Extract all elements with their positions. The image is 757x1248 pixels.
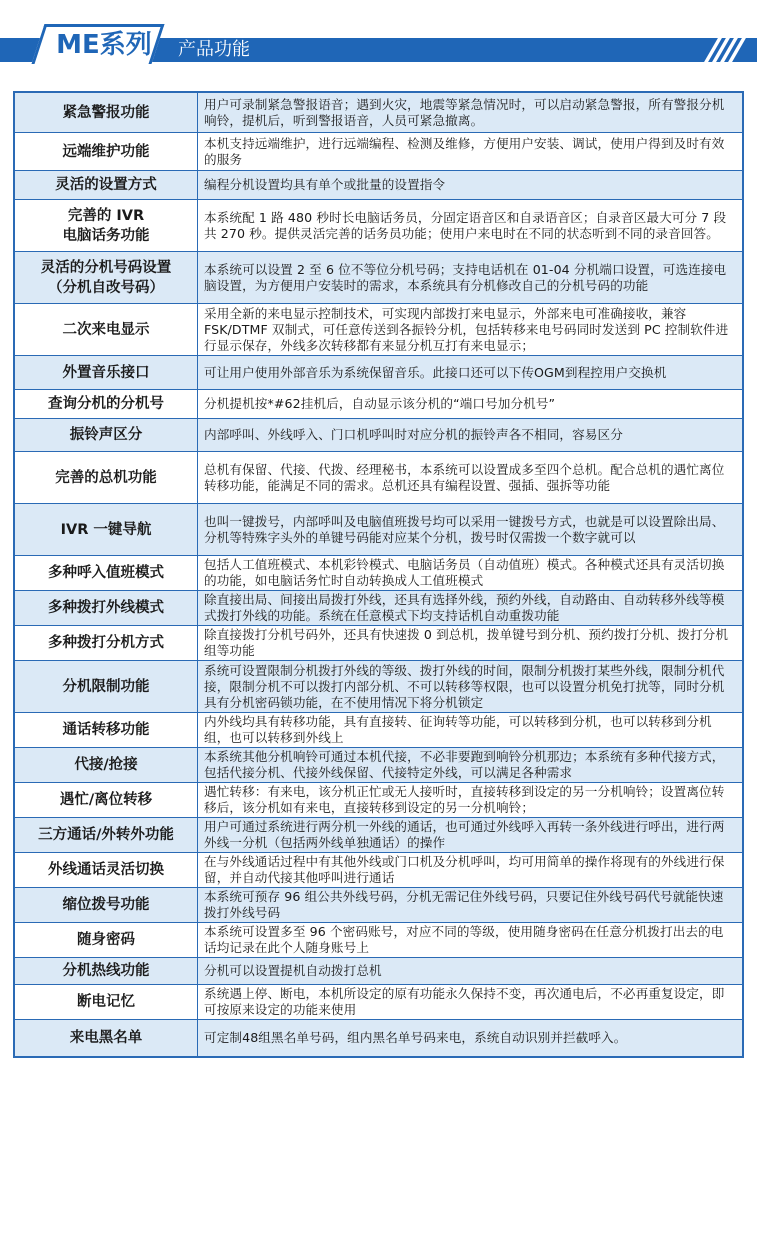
feature-row (15, 200, 743, 252)
feature-name: 外置音乐接口 (15, 356, 198, 390)
feature-row (15, 661, 743, 713)
feature-row (15, 626, 743, 661)
feature-row (15, 591, 743, 626)
feature-description: 系统遇上停、断电，本机所设定的原有功能永久保持不变，再次通电后，不必再重复设定，即可按原来设定的功能来使用 (198, 985, 743, 1020)
feature-table-body (15, 93, 743, 1057)
feature-description: 内部呼叫、外线呼入、门口机呼叫时对应分机的振铃声各不相同，容易区分 (198, 419, 743, 452)
feature-row (15, 419, 743, 452)
feature-description: 本系统可设置多至 96 个密码账号，对应不同的等级，使用随身密码在任意分机拨打出去的电话均记录在此个人随身账号上 (198, 923, 743, 958)
feature-row (15, 1020, 743, 1057)
feature-name: 二次来电显示 (15, 304, 198, 356)
feature-name: 随身密码 (15, 923, 198, 958)
feature-name: 完善的 IVR 电脑话务功能 (15, 200, 198, 252)
feature-name: 灵活的分机号码设置 （分机自改号码） (15, 252, 198, 304)
feature-description: 也叫一键拨号，内部呼叫及电脑值班拨号均可以采用一键拨号方式，也就是可以设置除出局、分机等特殊字头外的单键号码能对应某个分机，拨号时仅需拨一个数字就可以 (198, 504, 743, 556)
feature-row (15, 783, 743, 818)
feature-name: 代接/抢接 (15, 748, 198, 783)
feature-table (13, 91, 744, 1058)
feature-row (15, 888, 743, 923)
feature-row (15, 252, 743, 304)
feature-description: 本机支持远端维护，进行远端编程、检测及维修，方便用户安装、调试，使用户得到及时有效的服务 (198, 133, 743, 171)
feature-name: 灵活的设置方式 (15, 171, 198, 200)
feature-description: 本系统可预存 96 组公共外线号码，分机无需记住外线号码，只要记住外线号码代号就能快速拨打外线号码 (198, 888, 743, 923)
feature-description: 内外线均具有转移功能，具有直接转、征询转等功能，可以转移到分机，也可以转移到分机组，也可以转移到外线上 (198, 713, 743, 748)
feature-name: 来电黑名单 (15, 1020, 198, 1057)
feature-row (15, 504, 743, 556)
feature-description: 用户可通过系统进行两分机一外线的通话，也可通过外线呼入再转一条外线进行呼出，进行两外线一分机（包括两外线单独通话）的操作 (198, 818, 743, 853)
feature-description: 可定制48组黑名单号码，组内黑名单号码来电，系统自动识别并拦截呼入。 (198, 1020, 743, 1057)
feature-description: 总机有保留、代接、代拨、经理秘书，本系统可以设置成多至四个总机。配合总机的遇忙离位转移功能，能满足不同的需求。总机还具有编程设置、强插、强拆等功能 (198, 452, 743, 504)
feature-row (15, 985, 743, 1020)
feature-name: 紧急警报功能 (15, 93, 198, 133)
feature-description: 包括人工值班模式、本机彩铃模式、电脑话务员（自动值班）模式。各种模式还具有灵活切换的功能，如电脑话务忙时自动转换成人工值班模式 (198, 556, 743, 591)
feature-name: 分机热线功能 (15, 958, 198, 985)
header-subtitle: 产品功能 (178, 39, 250, 60)
feature-row (15, 713, 743, 748)
feature-name: 多种拨打外线模式 (15, 591, 198, 626)
feature-name: 振铃声区分 (15, 419, 198, 452)
feature-row (15, 556, 743, 591)
feature-row (15, 923, 743, 958)
feature-description: 本系统其他分机响铃可通过本机代接，不必非要跑到响铃分机那边；本系统有多种代接方式，包括代接分机、代接外线保留、代接特定外线，可以满足各种需求 (198, 748, 743, 783)
feature-description: 本系统可以设置 2 至 6 位不等位分机号码；支持电话机在 01-04 分机端口设置，可选连接电脑设置，为方便用户安装时的需求，本系统具有分机修改自己的分机号码的功能 (198, 252, 743, 304)
feature-name: 通话转移功能 (15, 713, 198, 748)
feature-name: 查询分机的分机号 (15, 390, 198, 419)
feature-description: 本系统配 1 路 480 秒时长电脑话务员，分固定语音区和自录语音区；自录音区最大可分 7 段共 270 秒。提供灵活完善的话务员功能；使用户来电时在不同的状态听到不同的录音回答。 (198, 200, 743, 252)
feature-name: 完善的总机功能 (15, 452, 198, 504)
feature-name: 外线通话灵活切换 (15, 853, 198, 888)
feature-row (15, 818, 743, 853)
feature-row (15, 171, 743, 200)
feature-row (15, 452, 743, 504)
feature-description: 除直接拨打分机号码外，还具有快速拨 0 到总机，拨单键号到分机、预约拨打分机、拨打分机组等功能 (198, 626, 743, 661)
feature-row (15, 958, 743, 985)
feature-description: 在与外线通话过程中有其他外线或门口机及分机呼叫，均可用简单的操作将现有的外线进行保留，并自动代接其他呼叫进行通话 (198, 853, 743, 888)
feature-description: 系统可设置限制分机拨打外线的等级、拨打外线的时间，限制分机拨打某些外线，限制分机代接，限制分机不可以拨打内部分机、不可以转移等权限，也可以设置分机免打扰等，同时分机具有分机密码锁功能，在不使用情况下将分机锁定 (198, 661, 743, 713)
feature-row (15, 748, 743, 783)
feature-name: 分机限制功能 (15, 661, 198, 713)
feature-name: IVR 一键导航 (15, 504, 198, 556)
feature-row (15, 853, 743, 888)
feature-description: 编程分机设置均具有单个或批量的设置指令 (198, 171, 743, 200)
feature-name: 多种拨打分机方式 (15, 626, 198, 661)
feature-description: 可让用户使用外部音乐为系统保留音乐。此接口还可以下传OGM到程控用户交换机 (198, 356, 743, 390)
section-header (0, 0, 757, 80)
feature-description: 分机可以设置提机自动拨打总机 (198, 958, 743, 985)
header-stripes-decoration (705, 38, 745, 62)
feature-row (15, 304, 743, 356)
feature-row (15, 133, 743, 171)
feature-row (15, 356, 743, 390)
feature-description: 遇忙转移：有来电，该分机正忙或无人接听时，直接转移到设定的另一分机响铃；设置离位转移后，该分机如有来电，直接转移到设定的另一分机响铃； (198, 783, 743, 818)
feature-row (15, 93, 743, 133)
feature-name: 缩位拨号功能 (15, 888, 198, 923)
feature-name: 多种呼入值班模式 (15, 556, 198, 591)
feature-description: 用户可录制紧急警报语音；遇到火灾，地震等紧急情况时，可以启动紧急警报，所有警报分机响铃，提机后，听到警报语音，人员可紧急撤离。 (198, 93, 743, 133)
feature-description: 分机提机按*#62挂机后，自动显示该分机的“端口号加分机号” (198, 390, 743, 419)
feature-name: 断电记忆 (15, 985, 198, 1020)
feature-description: 除直接出局、间接出局拨打外线，还具有选择外线，预约外线，自动路由、自动转移外线等模式拨打外线的功能。系统在任意模式下均支持话机自动重拨功能 (198, 591, 743, 626)
feature-row (15, 390, 743, 419)
feature-name: 三方通话/外转外功能 (15, 818, 198, 853)
feature-name: 遇忙/离位转移 (15, 783, 198, 818)
feature-description: 采用全新的来电显示控制技术，可实现内部拨打来电显示，外部来电可准确接收，兼容 FSK/DTMF 双制式，可任意传送到各振铃分机，包括转移来电号码同时发送到 PC 控制软件进行显示保存，外线多次转移都有来显分机互打有来电显示； (198, 304, 743, 356)
series-title: ME系列 (56, 30, 152, 60)
feature-name: 远端维护功能 (15, 133, 198, 171)
